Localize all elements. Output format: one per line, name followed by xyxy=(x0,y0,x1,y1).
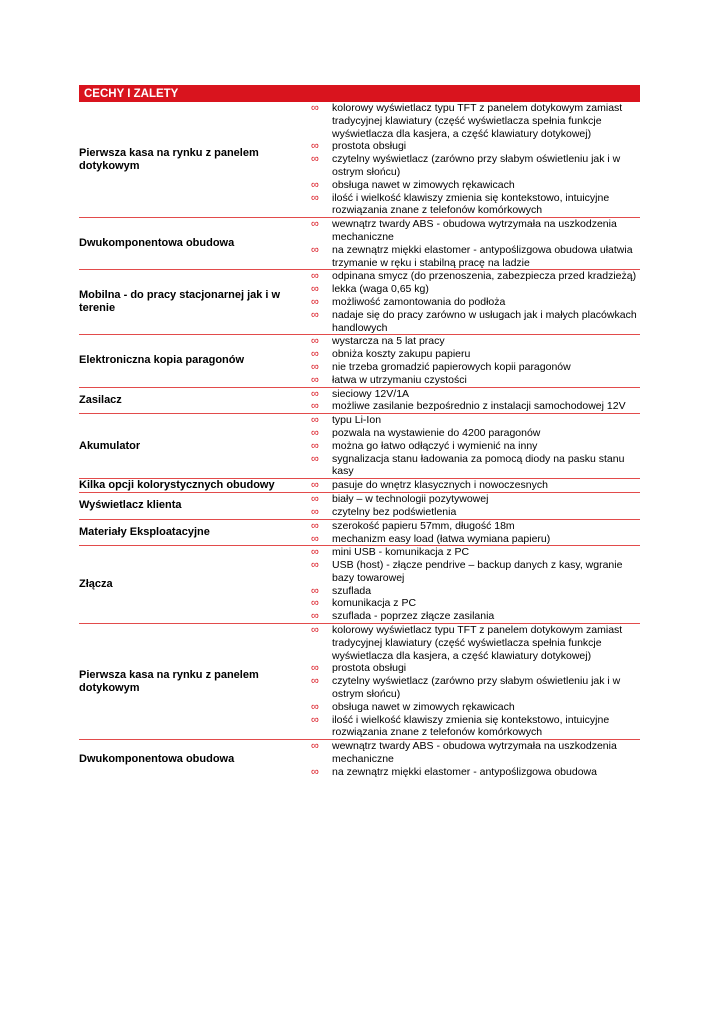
list-item-text: sieciowy 12V/1A xyxy=(332,387,410,400)
list-item-text: biały – w technologii pozytywowej xyxy=(332,493,489,506)
list-item xyxy=(311,520,640,533)
feature-items-cell xyxy=(311,414,640,479)
list-item xyxy=(311,427,640,440)
features-document xyxy=(79,85,640,779)
feature-row xyxy=(79,740,640,779)
feature-label: Dwukomponentowa obudowa xyxy=(79,752,235,765)
infinity-bullet-icon: ∞ xyxy=(311,426,319,439)
list-item-text: na zewnątrz miękki elastomer - antypoślizgowa obudowa ułatwia trzymanie w ręku i stabilną pracę na ladzie xyxy=(332,243,633,269)
list-item-text: czytelny bez podświetlenia xyxy=(332,505,457,518)
list-item xyxy=(311,662,640,675)
infinity-bullet-icon: ∞ xyxy=(311,400,319,413)
infinity-bullet-icon: ∞ xyxy=(311,493,319,506)
feature-label: Materiały Eksploatacyjne xyxy=(79,519,311,546)
feature-label: Pierwsza kasa na rynku z panelem dotykowym xyxy=(79,624,311,740)
list-item xyxy=(311,506,640,519)
list-item xyxy=(311,597,640,610)
list-item-text: komunikacja z PC xyxy=(332,597,417,610)
feature-items-cell xyxy=(311,493,640,520)
feature-items-cell xyxy=(311,624,640,740)
feature-label: Zasilacz xyxy=(79,387,311,414)
infinity-bullet-icon: ∞ xyxy=(311,584,319,597)
list-item-text: łatwa w utrzymaniu czystości xyxy=(332,373,467,386)
infinity-bullet-icon: ∞ xyxy=(311,360,319,373)
list-item xyxy=(311,244,640,270)
feature-label: Elektroniczna kopia paragonów xyxy=(79,335,311,387)
feature-label: Mobilna - do pracy stacjonarnej jak i w terenie xyxy=(79,270,311,335)
list-item xyxy=(311,400,640,413)
list-item-text: prostota obsługi xyxy=(332,140,407,153)
features-table-body xyxy=(79,102,640,779)
list-item-text: mechanizm easy load (łatwa wymiana papieru) xyxy=(332,532,551,545)
list-item xyxy=(311,414,640,427)
list-item-text: USB (host) - złącze pendrive – backup danych z kasy, wgranie bazy towarowej xyxy=(332,559,623,584)
infinity-bullet-icon: ∞ xyxy=(311,713,319,726)
list-item-text: obsługa nawet w zimowych rękawicach xyxy=(332,178,515,191)
list-item-text: prostota obsługi xyxy=(332,662,407,675)
list-item xyxy=(311,453,640,479)
infinity-bullet-icon: ∞ xyxy=(311,270,319,283)
list-item xyxy=(311,546,640,559)
section-header xyxy=(79,85,640,102)
infinity-bullet-icon: ∞ xyxy=(311,414,319,427)
infinity-bullet-icon: ∞ xyxy=(311,387,319,400)
infinity-bullet-icon: ∞ xyxy=(311,479,319,492)
feature-items-cell xyxy=(311,519,640,546)
feature-label: Złącza xyxy=(79,546,311,624)
feature-label: Akumulator xyxy=(79,414,311,479)
features-table xyxy=(79,102,640,779)
list-item xyxy=(311,309,640,335)
list-item-text: mini USB - komunikacja z PC xyxy=(332,546,470,559)
feature-item-list xyxy=(311,270,640,334)
list-item xyxy=(311,179,640,192)
feature-item-list xyxy=(311,335,640,386)
infinity-bullet-icon: ∞ xyxy=(311,308,319,321)
infinity-bullet-icon: ∞ xyxy=(311,610,319,623)
feature-item-list xyxy=(311,388,640,414)
infinity-bullet-icon: ∞ xyxy=(311,348,319,361)
feature-row xyxy=(79,493,640,520)
list-item-text: szerokość papieru 57mm, długość 18m xyxy=(332,519,515,532)
list-item xyxy=(311,335,640,348)
infinity-bullet-icon: ∞ xyxy=(311,559,319,572)
list-item xyxy=(311,153,640,179)
list-item-text: ilość i wielkość klawiszy zmienia się kontekstowo, intuicyjne rozwiązania znane z telefonów komórkowych xyxy=(332,713,610,739)
list-item-text: typu Li-Ion xyxy=(332,414,382,427)
feature-row xyxy=(79,479,640,493)
infinity-bullet-icon: ∞ xyxy=(311,140,319,153)
list-item-text: szuflada xyxy=(332,584,372,597)
list-item-text: ilość i wielkość klawiszy zmienia się kontekstowo, intuicyjne rozwiązania znane z telefonów komórkowych xyxy=(332,191,610,217)
feature-item-list xyxy=(311,479,640,492)
infinity-bullet-icon: ∞ xyxy=(311,452,319,465)
feature-items-cell xyxy=(311,387,640,414)
list-item-text: wewnątrz twardy ABS - obudowa wytrzymała na uszkodzenia mechaniczne xyxy=(332,740,617,766)
feature-items-cell xyxy=(311,102,640,218)
list-item xyxy=(311,701,640,714)
infinity-bullet-icon: ∞ xyxy=(311,532,319,545)
infinity-bullet-icon: ∞ xyxy=(311,191,319,204)
section-title: CECHY I ZALETY xyxy=(84,88,179,100)
list-item-text: nadaje się do pracy zarówno w usługach jak i małych placówkach handlowych xyxy=(332,308,637,334)
list-item xyxy=(311,140,640,153)
list-item-text: możliwość zamontowania do podłoża xyxy=(332,295,506,308)
list-item-text: lekka (waga 0,65 kg) xyxy=(332,283,429,296)
list-item xyxy=(311,624,640,662)
list-item xyxy=(311,348,640,361)
list-item-text: odpinana smycz (do przenoszenia, zabezpiecza przed kradzieżą) xyxy=(332,270,637,283)
list-item xyxy=(311,102,640,140)
list-item-text: na zewnątrz miękki elastomer - antypoślizgowa obudowa xyxy=(332,765,597,778)
list-item-text: nie trzeba gromadzić papierowych kopii paragonów xyxy=(332,360,571,373)
list-item-text: pozwala na wystawienie do 4200 paragonów xyxy=(332,426,541,439)
infinity-bullet-icon: ∞ xyxy=(311,218,319,231)
feature-items-cell xyxy=(311,479,640,493)
feature-items-cell xyxy=(311,335,640,387)
infinity-bullet-icon: ∞ xyxy=(311,283,319,296)
infinity-bullet-icon: ∞ xyxy=(311,335,319,348)
feature-item-list xyxy=(311,740,640,778)
infinity-bullet-icon: ∞ xyxy=(311,675,319,688)
infinity-bullet-icon: ∞ xyxy=(311,243,319,256)
list-item-text: obniża koszty zakupu papieru xyxy=(332,348,471,361)
feature-label: Dwukomponentowa obudowa xyxy=(79,218,311,270)
list-item-text: obsługa nawet w zimowych rękawicach xyxy=(332,700,515,713)
infinity-bullet-icon: ∞ xyxy=(311,295,319,308)
feature-row xyxy=(79,270,640,335)
feature-row xyxy=(79,624,640,740)
infinity-bullet-icon: ∞ xyxy=(311,519,319,532)
list-item-text: pasuje do wnętrz klasycznych i nowoczesnych xyxy=(332,479,548,492)
feature-items-cell xyxy=(311,270,640,335)
infinity-bullet-icon: ∞ xyxy=(311,597,319,610)
infinity-bullet-icon: ∞ xyxy=(311,102,319,114)
list-item xyxy=(311,610,640,623)
feature-row xyxy=(79,102,640,218)
feature-items-cell xyxy=(311,740,640,779)
list-item xyxy=(311,585,640,598)
infinity-bullet-icon: ∞ xyxy=(311,505,319,518)
list-item xyxy=(311,283,640,296)
feature-row xyxy=(79,387,640,414)
list-item-text: można go łatwo odłączyć i wymienić na inny xyxy=(332,439,538,452)
feature-row xyxy=(79,218,640,270)
infinity-bullet-icon: ∞ xyxy=(311,153,319,166)
list-item-text: kolorowy wyświetlacz typu TFT z panelem dotykowym zamiast tradycyjnej klawiatury (część wyświetlacza spełnia funkcje wyświetlacza dla kasjera, a część klawiatury dotykowej) xyxy=(332,102,623,140)
list-item-text: kolorowy wyświetlacz typu TFT z panelem dotykowym zamiast tradycyjnej klawiatury (część wyświetlacza spełnia funkcje wyświetlacza dla kasjera, a część klawiatury dotykowej) xyxy=(332,624,623,662)
list-item-text: czytelny wyświetlacz (zarówno przy słabym oświetleniu jak i w ostrym słońcu) xyxy=(332,675,621,701)
list-item xyxy=(311,374,640,387)
list-item xyxy=(311,192,640,218)
list-item xyxy=(311,270,640,283)
feature-row xyxy=(79,414,640,479)
list-item-text: sygnalizacja stanu ładowania za pomocą diody na pasku stanu kasy xyxy=(332,452,625,478)
infinity-bullet-icon: ∞ xyxy=(311,546,319,559)
feature-row xyxy=(79,335,640,387)
feature-item-list xyxy=(311,414,640,478)
infinity-bullet-icon: ∞ xyxy=(311,765,319,778)
feature-item-list xyxy=(311,102,640,217)
list-item xyxy=(311,714,640,740)
list-item-text: wystarcza na 5 lat pracy xyxy=(332,335,445,348)
list-item-text: wewnątrz twardy ABS - obudowa wytrzymała na uszkodzenia mechaniczne xyxy=(332,218,617,243)
infinity-bullet-icon: ∞ xyxy=(311,178,319,191)
list-item-text: czytelny wyświetlacz (zarówno przy słabym oświetleniu jak i w ostrym słońcu) xyxy=(332,153,621,178)
list-item-text: możliwe zasilanie bezpośrednio z instalacji samochodowej 12V xyxy=(332,400,626,413)
feature-item-list xyxy=(311,493,640,519)
list-item xyxy=(311,361,640,374)
feature-items-cell xyxy=(311,218,640,270)
feature-item-list xyxy=(311,520,640,546)
infinity-bullet-icon: ∞ xyxy=(311,700,319,713)
list-item xyxy=(311,533,640,546)
list-item xyxy=(311,440,640,453)
list-item-text: szuflada - poprzez złącze zasilania xyxy=(332,610,495,623)
list-item xyxy=(311,296,640,309)
feature-label: Wyświetlacz klienta xyxy=(79,493,311,520)
feature-item-list xyxy=(311,546,640,623)
feature-item-list xyxy=(311,624,640,739)
infinity-bullet-icon: ∞ xyxy=(311,373,319,386)
list-item xyxy=(311,675,640,701)
list-item xyxy=(311,766,640,779)
feature-label: Kilka opcji kolorystycznych obudowy xyxy=(79,479,311,493)
infinity-bullet-icon: ∞ xyxy=(311,662,319,675)
feature-items-cell xyxy=(311,546,640,624)
infinity-bullet-icon: ∞ xyxy=(311,439,319,452)
infinity-bullet-icon: ∞ xyxy=(311,624,319,637)
feature-row xyxy=(79,546,640,624)
list-item xyxy=(311,740,640,766)
feature-row xyxy=(79,519,640,546)
list-item xyxy=(311,559,640,585)
feature-label: Pierwsza kasa na rynku z panelem dotykowym xyxy=(79,102,311,218)
list-item xyxy=(311,388,640,401)
list-item xyxy=(311,493,640,506)
list-item xyxy=(311,218,640,244)
list-item xyxy=(311,479,640,492)
infinity-bullet-icon: ∞ xyxy=(311,740,319,753)
feature-item-list xyxy=(311,218,640,269)
